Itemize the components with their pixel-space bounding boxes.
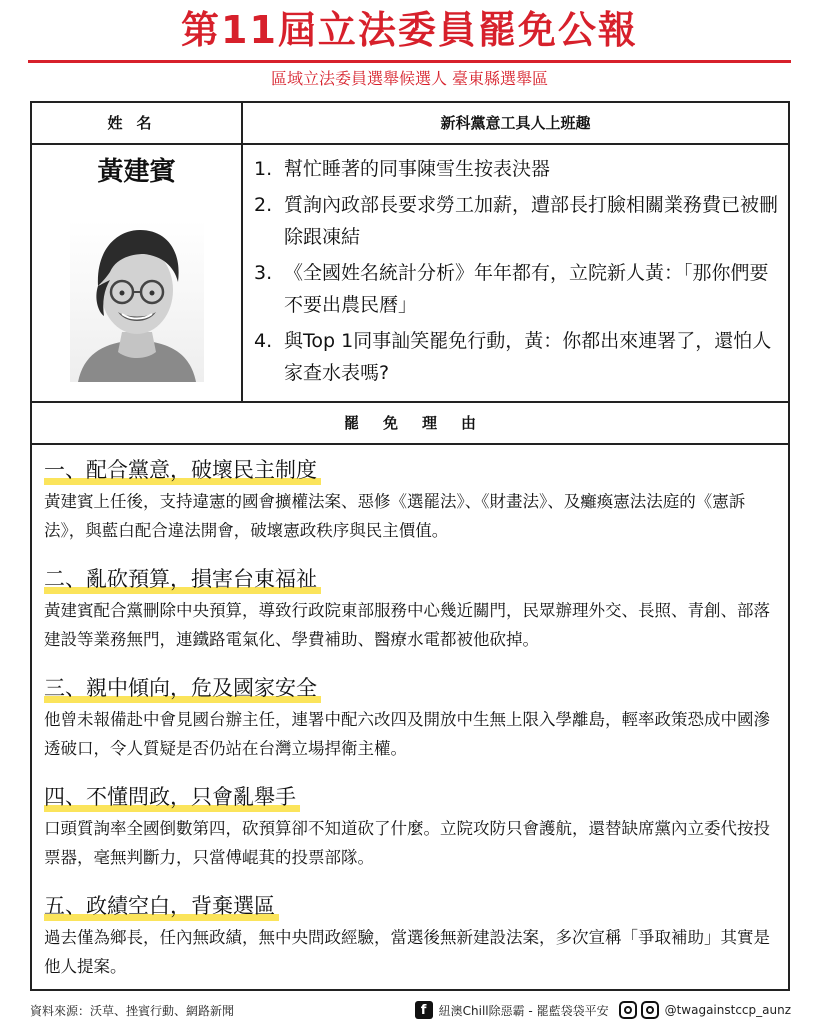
threads-icon[interactable] [619,1001,637,1019]
social-links [415,999,791,1021]
reason-title: 三、親中傾向，危及國家安全 [44,673,321,703]
party-column-header: 新科黨意工具人上班趣 [440,114,591,132]
candidate-portrait [70,220,204,382]
deeds-list [254,153,784,393]
page-title: 第11屆立法委員罷免公報 [181,8,638,52]
column-divider [241,103,243,403]
social-handle[interactable]: @twagainstccp_aunz [664,1003,791,1017]
reason-body: 他曾未報備赴中會見國台辦主任，連署中配六改四及開放中生無上限入學離島，輕率政策恐成中國滲透破口，令人質疑是否仍站在台灣立場捍衛主權。 [44,710,770,758]
recall-bulletin-table [30,101,790,991]
reason-title: 五、政績空白，背棄選區 [44,891,279,921]
reason-section-2 [44,564,780,654]
reason-body: 過去僅為鄉長，任內無政績，無中央問政經驗，當選後無新建設法案，多次宣稱「爭取補助」其實是他人提案。 [44,928,770,976]
list-item: 1. 幫忙睡著的同事陳雪生按表決器 [254,158,551,180]
title-divider [28,60,791,63]
name-column-header: 姓名 [107,114,166,132]
table-header-row [32,103,788,145]
list-item: 2. 質詢內政部長要求勞工加薪，遭部長打臉相關業務費已被刪除跟凍結 [254,194,779,248]
reason-title: 一、配合黨意，破壞民主制度 [44,455,321,485]
recall-reasons-header: 罷免理由 [32,401,788,445]
reason-section-1 [44,455,780,545]
reason-section-4 [44,782,780,872]
facebook-icon[interactable]: f [415,1001,433,1019]
reason-body: 口頭質詢率全國倒數第四，砍預算卻不知道砍了什麼。立院攻防只會護航，還替缺席黨內立委代按投票器，毫無判斷力，只當傅崐萁的投票部隊。 [44,819,770,867]
reason-section-5 [44,891,780,981]
reason-title: 四、不懂問政，只會亂舉手 [44,782,300,812]
facebook-page-name[interactable]: 紐澳Chill除惡霸 - 罷藍袋袋平安 [438,1003,609,1018]
reason-section-3 [44,673,780,763]
reason-title: 二、亂砍預算，損害台東福祉 [44,564,321,594]
list-item: 4. 與Top 1同事訕笑罷免行動，黃：你都出來連署了，還怕人家查水表嗎? [254,330,772,384]
list-item: 3. 《全國姓名統計分析》年年都有，立院新人黃：「那你們要不要出農民曆」 [254,262,769,316]
reason-body: 黃建賓上任後，支持違憲的國會擴權法案、惡修《選罷法》、《財畫法》、及癱瘓憲法法庭的《憲訴法》，與藍白配合違法開會，破壞憲政秩序與民主價值。 [44,492,746,540]
source-note: 資料來源：沃草、挫賓行動、網路新聞 [30,1004,235,1018]
candidate-name: 黃建賓 [97,157,176,187]
page-subtitle: 區域立法委員選舉候選人 臺東縣選舉區 [270,69,549,88]
reason-body: 黃建賓配合黨刪除中央預算，導致行政院東部服務中心幾近關門，民眾辦理外交、長照、青創、部落建設等業務無門，連鐵路電氣化、學費補助、醫療水電都被他砍掉。 [44,601,770,649]
instagram-icon[interactable] [641,1001,659,1019]
